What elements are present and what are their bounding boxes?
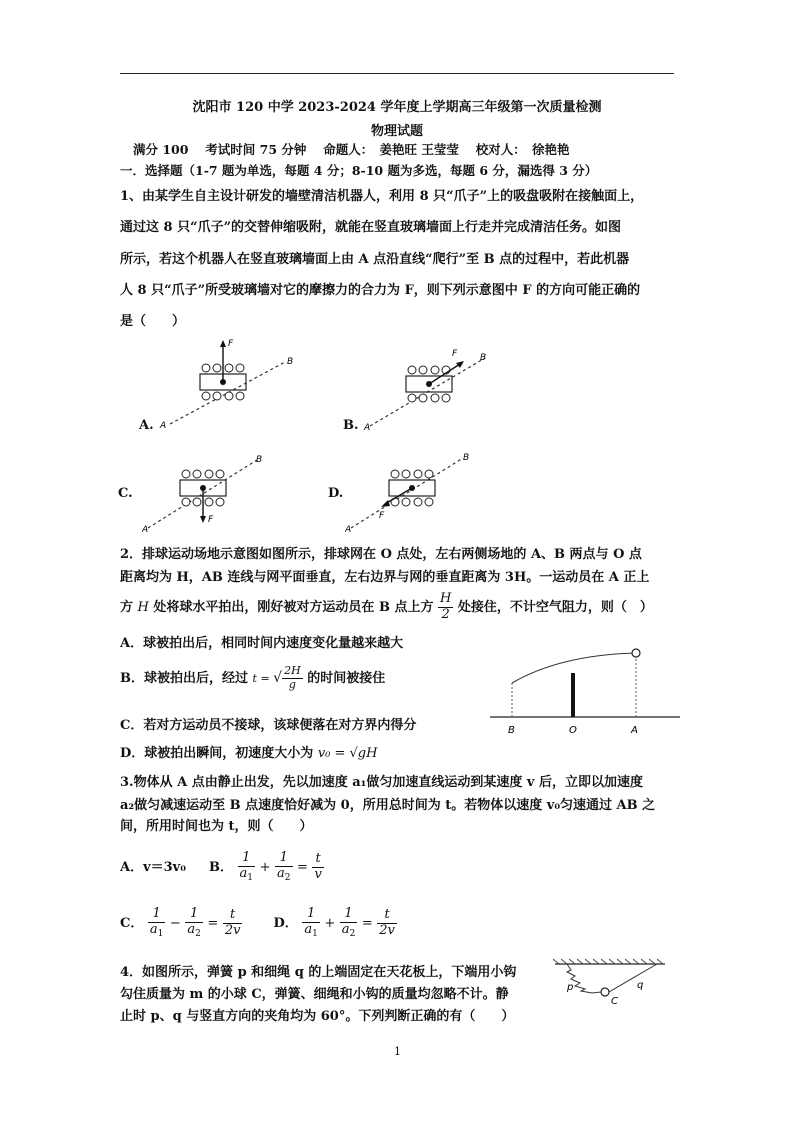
q4-line: 止时 p、q 与竖直方向的夹角均为 60°。下列判断正确的有（ ） [120, 1009, 515, 1024]
q2-fraction: $\frac{H}{2}$ [440, 591, 452, 622]
exam-title: 沈阳市 120 中学 2023-2024 学年度上学期高三年级第一次质量检测 [192, 100, 602, 115]
q1-line: 通过这 8 只“爪子”的交替伸缩吸附，就能在竖直玻璃墙面上行走并完成清洁任务。如图 [120, 220, 622, 235]
exam-subtitle: 物理试题 [370, 124, 423, 139]
svg-text:B: B [480, 353, 487, 363]
q2-option-d[interactable]: D．球被拍出瞬间，初速度大小为 v₀ = √gH [120, 746, 378, 761]
q4-line: 4．如图所示，弹簧 p 和细绳 q 的上端固定在天花板上，下端用小钩 [120, 965, 517, 980]
q1-option-b[interactable]: B. [343, 418, 359, 433]
svg-text:F: F [208, 515, 214, 525]
q1-line: 是（ ） [120, 314, 186, 329]
q1-figure-a [150, 332, 310, 432]
svg-text:A: A [631, 725, 638, 736]
svg-text:O: O [569, 725, 577, 736]
q2-line: 距离均为 H，AB 连线与网平面垂直，左右边界与网的垂直距离为 3H。一运动员在 A 正上 [120, 570, 650, 585]
q2-figure [490, 643, 680, 738]
svg-text:F: F [452, 349, 458, 359]
q3-option-a[interactable]: A．v＝3v₀ [120, 860, 186, 875]
q3-option-d[interactable]: D． $\frac{1}{a_1}$ + $\frac{1}{a_2}$ = $\frac{t}{2v}$ [273, 906, 395, 940]
svg-text:A: A [160, 421, 167, 431]
svg-text:A: A [142, 525, 149, 535]
q2-option-c[interactable]: C．若对方运动员不接球，该球便落在对方界内得分 [120, 718, 417, 733]
svg-text:p: p [567, 982, 574, 993]
svg-text:q: q [637, 980, 644, 991]
q1-option-c[interactable]: C. [118, 486, 133, 501]
q1-option-d[interactable]: D. [328, 486, 344, 501]
q1-line: 人 8 只“爪子”所受玻璃墙对它的摩擦力的合力为 F，则下列示意图中 F 的方向可能正确的 [120, 283, 641, 298]
q1-line: 1、由某学生自主设计研发的墙壁清洁机器人，利用 8 只“爪子”上的吸盘吸附在接触面上， [120, 189, 644, 204]
q1-figure-b [360, 338, 520, 433]
svg-text:B: B [256, 455, 263, 465]
q3-line: 3.物体从 A 点由静止出发，先以加速度 a₁做匀加速直线运动到某速度 v 后，立即以加速度 [120, 775, 643, 790]
svg-text:A: A [345, 525, 352, 535]
svg-text:A: A [364, 423, 371, 433]
q1-figure-c [142, 450, 302, 535]
svg-text:B: B [508, 725, 515, 736]
q2-option-b[interactable]: B．球被拍出后，经过 t = √ $\frac{2H}{g}$ 的时间被接住 [120, 664, 386, 691]
q1-line: 所示，若这个机器人在竖直玻璃墙面上由 A 点沿直线“爬行”至 B 点的过程中，若此机器 [120, 252, 630, 267]
q3-option-row-1 [120, 850, 324, 886]
svg-text:F: F [379, 511, 385, 521]
svg-text:C: C [611, 996, 618, 1007]
svg-text:B: B [463, 453, 470, 463]
q3-option-c[interactable]: C． $\frac{1}{a_1}$ − $\frac{1}{a_2}$ = $\frac{t}{2v}$ [120, 906, 241, 940]
svg-text:B: B [287, 357, 294, 367]
q2-option-a[interactable]: A．球被拍出后，相同时间内速度变化量越来越大 [120, 636, 404, 651]
q1-figure-d [345, 450, 505, 535]
q3-option-row-2 [120, 906, 397, 942]
q4-figure [545, 958, 675, 1008]
q3-option-b[interactable]: B． $\frac{1}{a_1}$ + $\frac{1}{a_2}$ = $\frac{t}{v}$ [209, 850, 322, 884]
page-number: 1 [394, 1045, 401, 1058]
svg-text:F: F [228, 339, 234, 349]
q3-line: 间，所用时间也为 t，则（ ） [120, 819, 313, 834]
header-rule [120, 73, 674, 74]
q3-line: a₂做匀减速运动至 B 点速度恰好减为 0，所用总时间为 t。若物体以速度 v₀匀速通过 AB 之 [120, 798, 656, 813]
q2-line: 方 H 处将球水平拍出，刚好被对方运动员在 B 点上方 $\frac{H}{2}$ 处接住，不计空气阻力，则（ ） [120, 591, 653, 622]
q4-line: 勾住质量为 m 的小球 C，弹簧、细绳和小钩的质量均忽略不计。静 [120, 987, 509, 1002]
exam-meta: 满分 100 考试时间 75 分钟 命题人： 姜艳旺 王莹莹 校对人： 徐艳艳 [133, 142, 570, 157]
q1-option-a[interactable]: A. [139, 418, 154, 433]
section-heading: 一．选择题（1-7 题为单选，每题 4 分；8-10 题为多选，每题 6 分，漏选得 3 分） [120, 163, 598, 178]
q2-line: 2．排球运动场地示意图如图所示，排球网在 O 点处，左右两侧场地的 A、B 两点与 O 点 [120, 547, 642, 562]
